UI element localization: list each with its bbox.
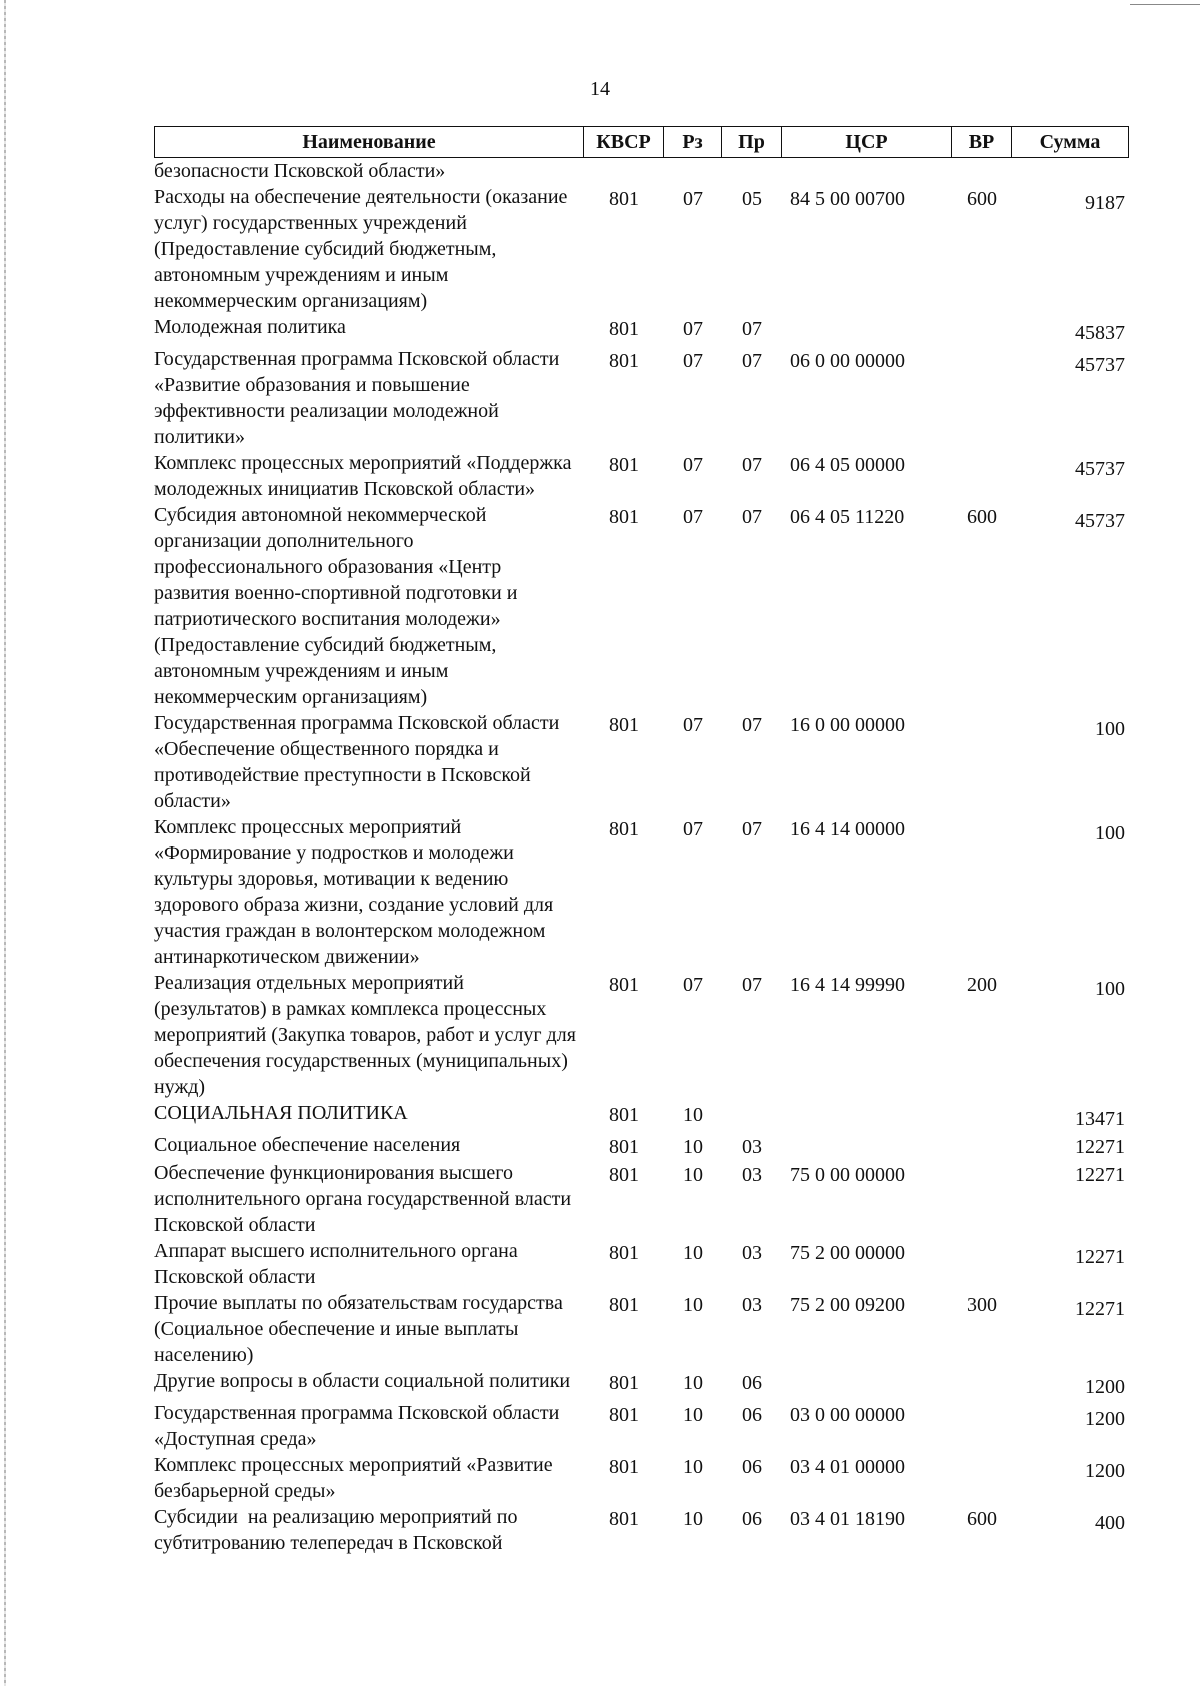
table-row <box>154 814 1129 970</box>
row-sum: 12271 <box>1075 1298 1125 1320</box>
row-kvsr: 801 <box>609 1404 639 1426</box>
row-pr: 06 <box>742 1508 762 1530</box>
header-csr: ЦСР <box>782 126 952 158</box>
row-pr: 03 <box>742 1242 762 1264</box>
row-kvsr: 801 <box>609 188 639 210</box>
row-sum: 100 <box>1095 822 1125 844</box>
row-name: Реализация отдельных мероприятий (результатов) в рамках комплекса процессных мероприятий (Закупка товаров, работ и услуг для обеспечения государственных (муниципальных) нужд) <box>154 972 581 1098</box>
row-kvsr: 801 <box>609 1104 639 1126</box>
row-sum: 12271 <box>1075 1164 1125 1186</box>
row-vr <box>952 814 1012 970</box>
table-row <box>154 314 1129 346</box>
table-row <box>154 184 1129 314</box>
row-vr <box>952 710 1012 814</box>
table-body <box>154 158 1129 1556</box>
header-name: Наименование <box>154 126 584 158</box>
table-row <box>154 1504 1129 1556</box>
scan-edge-artifact <box>4 0 6 1686</box>
table-row <box>154 1452 1129 1504</box>
row-csr: 16 4 14 99990 <box>790 974 905 996</box>
row-sum: 1200 <box>1085 1408 1125 1430</box>
row-kvsr: 801 <box>609 1294 639 1316</box>
row-kvsr: 801 <box>609 506 639 528</box>
row-name: безопасности Псковской области» <box>154 160 446 182</box>
table-row <box>154 1238 1129 1290</box>
row-pr: 06 <box>742 1372 762 1394</box>
row-name: СОЦИАЛЬНАЯ ПОЛИТИКА <box>154 1102 408 1124</box>
header-vr: ВР <box>952 126 1012 158</box>
row-name: Аппарат высшего исполнительного органа Псковской области <box>154 1240 523 1288</box>
row-csr: 84 5 00 00700 <box>790 188 905 210</box>
row-sum: 1200 <box>1085 1376 1125 1398</box>
row-sum: 45737 <box>1075 510 1125 532</box>
table-row <box>154 158 1129 184</box>
table-header <box>154 126 1129 158</box>
row-name: Прочие выплаты по обязательствам государства (Социальное обеспечение и иные выплаты населению) <box>154 1292 568 1366</box>
row-rz: 07 <box>683 714 703 736</box>
row-csr: 03 4 01 00000 <box>790 1456 905 1478</box>
row-csr <box>782 314 952 346</box>
row-pr <box>722 1100 782 1132</box>
row-name: Расходы на обеспечение деятельности (оказание услуг) государственных учреждений (Предоставление субсидий бюджетным, автономным учреждениям и иным некоммерческим организациям) <box>154 186 573 312</box>
row-vr: 300 <box>967 1294 997 1316</box>
table-row <box>154 970 1129 1100</box>
row-rz: 10 <box>683 1372 703 1394</box>
row-vr <box>952 450 1012 502</box>
row-name: Государственная программа Псковской области «Обеспечение общественного порядка и противодействие преступности в Псковской области» <box>154 712 565 812</box>
row-sum: 9187 <box>1085 192 1125 214</box>
row-csr: 75 2 00 00000 <box>790 1242 905 1264</box>
row-rz: 10 <box>683 1456 703 1478</box>
row-sum: 45737 <box>1075 354 1125 376</box>
table-row <box>154 1100 1129 1132</box>
row-vr <box>952 1160 1012 1238</box>
row-csr: 03 0 00 00000 <box>790 1404 905 1426</box>
row-pr: 05 <box>742 188 762 210</box>
row-kvsr: 801 <box>609 714 639 736</box>
row-sum: 45737 <box>1075 458 1125 480</box>
row-sum: 1200 <box>1085 1460 1125 1482</box>
row-sum: 12271 <box>1075 1136 1125 1158</box>
row-pr: 03 <box>742 1164 762 1186</box>
row-pr: 07 <box>742 818 762 840</box>
row-csr: 06 4 05 11220 <box>790 506 905 528</box>
row-name: Субсидия автономной некоммерческой организации дополнительного профессионального образования «Центр развития военно-спортивной подготовки и патриотического воспитания молодежи» (Предоставление субсидий бюджетным, автономным учреждениям и иным некоммерческим организациям) <box>154 504 523 708</box>
row-vr <box>952 1452 1012 1504</box>
row-kvsr: 801 <box>609 1508 639 1530</box>
row-sum <box>1012 158 1129 184</box>
row-pr: 07 <box>742 506 762 528</box>
row-sum: 13471 <box>1075 1108 1125 1130</box>
row-rz: 07 <box>683 454 703 476</box>
row-rz: 10 <box>683 1164 703 1186</box>
row-kvsr: 801 <box>609 1164 639 1186</box>
budget-table <box>154 126 1129 1556</box>
row-vr <box>952 1100 1012 1132</box>
row-name: Государственная программа Псковской области «Доступная среда» <box>154 1402 565 1450</box>
row-kvsr: 801 <box>609 1372 639 1394</box>
row-pr: 07 <box>742 350 762 372</box>
row-kvsr: 801 <box>609 1456 639 1478</box>
table-row <box>154 1368 1129 1400</box>
row-pr: 03 <box>742 1294 762 1316</box>
table-row <box>154 346 1129 450</box>
row-vr: 600 <box>967 506 997 528</box>
row-kvsr: 801 <box>609 350 639 372</box>
table-row <box>154 1290 1129 1368</box>
row-kvsr: 801 <box>609 454 639 476</box>
row-name: Комплекс процессных мероприятий «Развитие безбарьерной среды» <box>154 1454 558 1502</box>
row-sum: 400 <box>1095 1512 1125 1534</box>
row-rz <box>664 158 722 184</box>
row-vr <box>952 1368 1012 1400</box>
row-pr: 06 <box>742 1456 762 1478</box>
row-vr <box>952 1238 1012 1290</box>
row-vr: 600 <box>967 188 997 210</box>
row-name: Комплекс процессных мероприятий «Формирование у подростков и молодежи культуры здоровья, мотивации к ведению здорового образа жизни, создание условий для участия граждан в волонтерском молодежном антинаркотическом движении» <box>154 816 559 968</box>
row-vr <box>952 314 1012 346</box>
table-row <box>154 1132 1129 1160</box>
row-csr <box>782 1132 952 1160</box>
row-csr: 16 4 14 00000 <box>790 818 905 840</box>
row-vr <box>952 1400 1012 1452</box>
header-pr: Пр <box>722 126 782 158</box>
row-name: Субсидии на реализацию мероприятий по субтитрованию телепередач в Псковской <box>154 1506 523 1554</box>
row-csr: 16 0 00 00000 <box>790 714 905 736</box>
table-row <box>154 710 1129 814</box>
row-name: Государственная программа Псковской области «Развитие образования и повышение эффективности реализации молодежной политики» <box>154 348 565 448</box>
table-row <box>154 502 1129 710</box>
row-csr <box>782 1100 952 1132</box>
row-name: Молодежная политика <box>154 316 346 338</box>
row-csr: 06 0 00 00000 <box>790 350 905 372</box>
row-sum: 45837 <box>1075 322 1125 344</box>
row-pr: 07 <box>742 454 762 476</box>
header-kvsr: КВСР <box>584 126 664 158</box>
row-vr <box>952 158 1012 184</box>
row-vr: 600 <box>967 1508 997 1530</box>
table-row <box>154 1160 1129 1238</box>
row-pr: 07 <box>742 714 762 736</box>
row-csr <box>782 1368 952 1400</box>
row-csr: 75 2 00 09200 <box>790 1294 905 1316</box>
row-csr: 75 0 00 00000 <box>790 1164 905 1186</box>
header-rz: Рз <box>664 126 722 158</box>
row-sum: 100 <box>1095 978 1125 1000</box>
row-rz: 10 <box>683 1294 703 1316</box>
row-rz: 07 <box>683 818 703 840</box>
row-rz: 07 <box>683 318 703 340</box>
table-row <box>154 450 1129 502</box>
row-vr <box>952 346 1012 450</box>
row-name: Социальное обеспечение населения <box>154 1134 461 1156</box>
row-vr: 200 <box>967 974 997 996</box>
row-pr: 03 <box>742 1136 762 1158</box>
row-rz: 07 <box>683 974 703 996</box>
row-csr: 06 4 05 00000 <box>790 454 905 476</box>
row-csr: 03 4 01 18190 <box>790 1508 905 1530</box>
row-pr: 07 <box>742 318 762 340</box>
row-name: Комплекс процессных мероприятий «Поддержка молодежных инициатив Псковской области» <box>154 452 577 500</box>
row-rz: 10 <box>683 1508 703 1530</box>
row-pr: 06 <box>742 1404 762 1426</box>
row-rz: 10 <box>683 1242 703 1264</box>
row-vr <box>952 1132 1012 1160</box>
page-number-container <box>0 78 1200 101</box>
row-sum: 100 <box>1095 718 1125 740</box>
header-sum: Сумма <box>1012 126 1129 158</box>
row-csr <box>782 158 952 184</box>
row-kvsr: 801 <box>609 1136 639 1158</box>
row-pr: 07 <box>742 974 762 996</box>
row-kvsr <box>584 158 664 184</box>
row-kvsr: 801 <box>609 1242 639 1264</box>
row-rz: 07 <box>683 506 703 528</box>
row-rz: 10 <box>683 1104 703 1126</box>
row-rz: 07 <box>683 188 703 210</box>
row-kvsr: 801 <box>609 974 639 996</box>
row-rz: 07 <box>683 350 703 372</box>
row-sum: 12271 <box>1075 1246 1125 1268</box>
row-name: Другие вопросы в области социальной политики <box>154 1370 571 1392</box>
page-number: 14 <box>590 78 610 100</box>
row-kvsr: 801 <box>609 818 639 840</box>
scan-corner-line <box>1130 4 1200 5</box>
table-row <box>154 1400 1129 1452</box>
row-pr <box>722 158 782 184</box>
row-kvsr: 801 <box>609 318 639 340</box>
row-name: Обеспечение функционирования высшего исполнительного органа государственной власти Псковской области <box>154 1162 577 1236</box>
row-rz: 10 <box>683 1404 703 1426</box>
row-rz: 10 <box>683 1136 703 1158</box>
